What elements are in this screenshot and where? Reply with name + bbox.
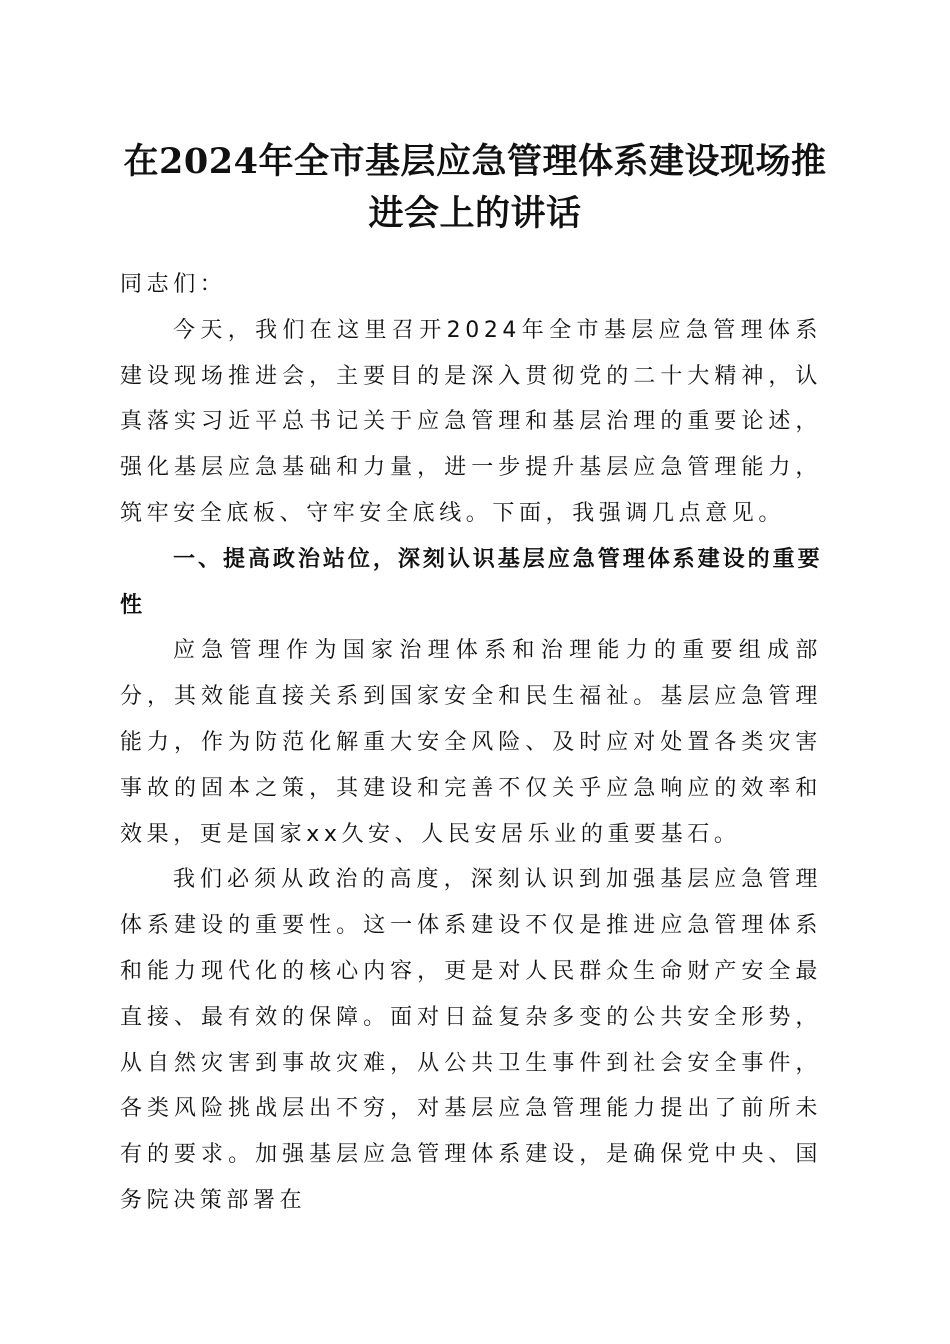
paragraph-section1-b: 我们必须从政治的高度，深刻认识到加强基层应急管理体系建设的重要性。这一体系建设不仅是推进应急管理体系和能力现代化的核心内容，更是对人民群众生命财产安全最直接、最有效的保障。面对日益复杂多变的公共安全形势，从自然灾害到事故灾难，从公共卫生事件到社会安全事件，各类风险挑战层出不穷，对基层应急管理能力提出了前所未有的要求。加强基层应急管理体系建设，是确保党中央、国务院决策部署在 bbox=[120, 867, 822, 1213]
document-title: 在2024年全市基层应急管理体系建设现场推进会上的讲话 bbox=[123, 141, 827, 234]
document-body bbox=[120, 262, 822, 1224]
paragraph-section1-a: 应急管理作为国家治理体系和治理能力的重要组成部分，其效能直接关系到国家安全和民生福祉。基层应急管理能力，作为防范化解重大安全风险、及时应对处置各类灾害事故的固本之策，其建设和完善不仅关乎应急响应的效率和效果，更是国家xx久安、人民安居乐业的重要基石。 bbox=[120, 638, 822, 847]
section-heading-1: 一、提高政治站位，深刻认识基层应急管理体系建设的重要性 bbox=[120, 546, 822, 618]
salutation: 同志们： bbox=[120, 272, 227, 297]
paragraph-opening: 今天，我们在这里召开2024年全市基层应急管理体系建设现场推进会，主要目的是深入贯彻党的二十大精神，认真落实习近平总书记关于应急管理和基层治理的重要论述，强化基层应急基础和力量，进一步提升基层应急管理能力，筑牢安全底板、守牢安全底线。下面，我强调几点意见。 bbox=[120, 317, 822, 526]
